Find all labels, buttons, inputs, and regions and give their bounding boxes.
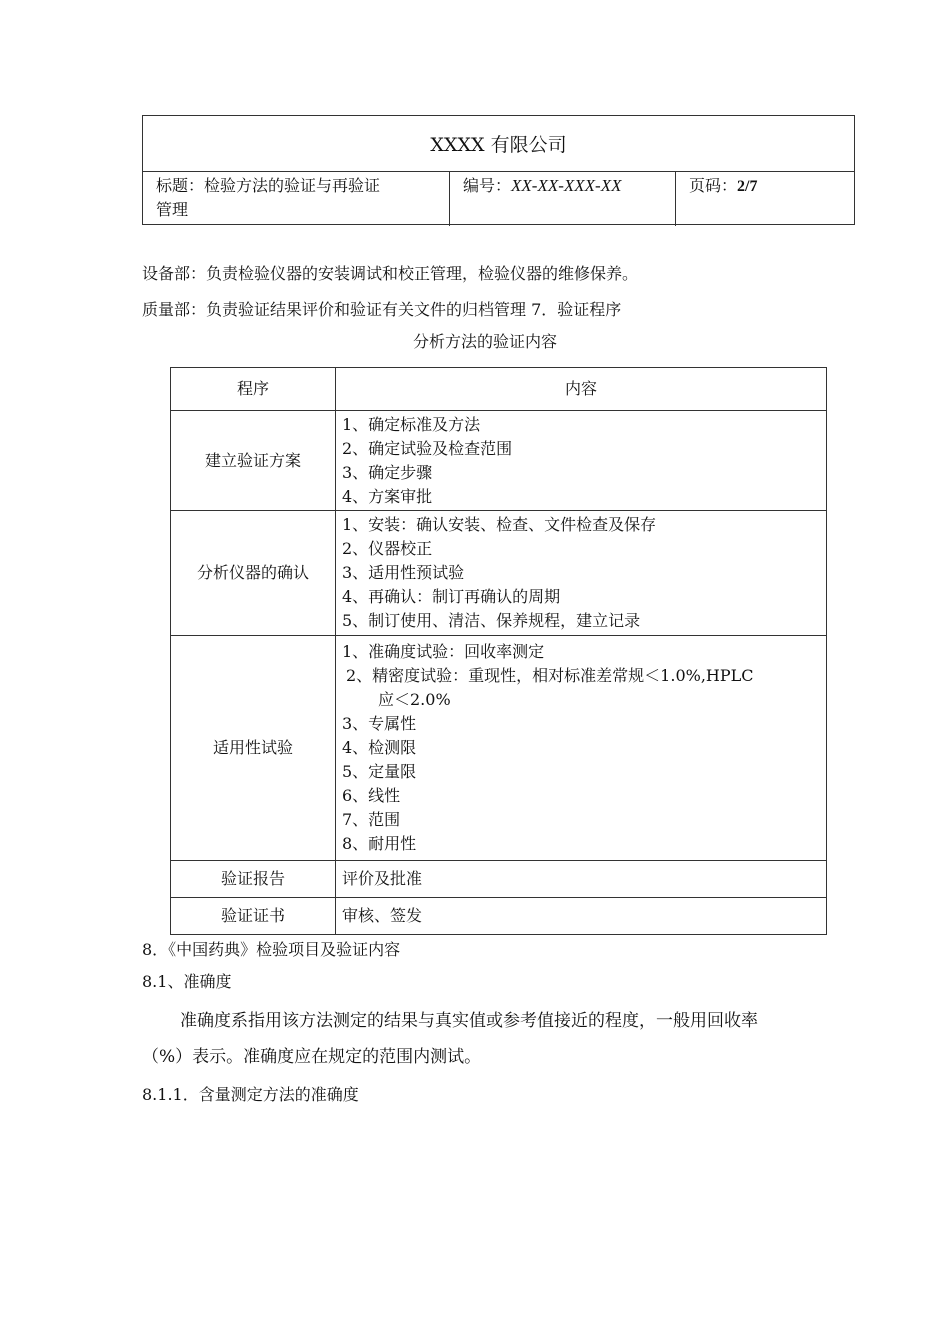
list-item: 2、仪器校正	[342, 539, 433, 558]
list-item: 7、范围	[342, 810, 401, 829]
table-row	[171, 511, 827, 636]
table-row	[171, 898, 827, 935]
step-cell: 验证报告	[171, 861, 336, 898]
content-cell	[336, 411, 827, 511]
document-header	[142, 115, 855, 225]
paragraph-quality-dept: 质量部：负责验证结果评价和验证有关文件的归档管理 7．验证程序	[142, 300, 622, 319]
list-item: 1、确定标准及方法	[342, 414, 481, 434]
header-title-cont: 管理	[156, 200, 189, 219]
subsection-heading: 8.1.1．含量测定方法的准确度	[142, 1085, 359, 1104]
code-label: 编号：	[463, 176, 512, 195]
page-value: 2/7	[737, 178, 758, 195]
list-item: 1、准确度试验：回收率测定	[342, 642, 545, 661]
list-item: 5、制订使用、清洁、保养规程，建立记录	[342, 611, 641, 630]
subsection-heading: 8.1、准确度	[142, 972, 232, 991]
list-item: 应＜2.0%	[378, 690, 451, 709]
list-item: 6、线性	[342, 786, 401, 805]
list-item: 3、确定步骤	[342, 462, 433, 482]
list-item: 5、定量限	[342, 762, 417, 781]
list-item: 8、耐用性	[342, 834, 417, 853]
table-row	[171, 861, 827, 898]
validation-table	[170, 367, 827, 935]
content-cell: 评价及批准	[336, 861, 827, 898]
content-cell	[336, 636, 827, 861]
table-row	[171, 636, 827, 861]
step-cell: 建立验证方案	[171, 411, 336, 511]
paragraph-equipment-dept: 设备部：负责检验仪器的安装调试和校正管理，检验仪器的维修保养。	[142, 264, 639, 283]
header-col-step: 程序	[171, 368, 336, 411]
body-text: （%）表示。准确度应在规定的范围内测试。	[142, 1047, 482, 1067]
list-item: 2、确定试验及检查范围	[342, 438, 513, 458]
header-col-content: 内容	[336, 368, 827, 411]
step-cell: 验证证书	[171, 898, 336, 935]
table-header-row	[171, 368, 827, 411]
company-name: XXXX 有限公司	[143, 116, 854, 172]
step-cell: 适用性试验	[171, 636, 336, 861]
header-page-cell	[676, 172, 856, 226]
section-heading: 8．《中国药典》检验项目及验证内容	[142, 940, 401, 959]
body-text: 准确度系指用该方法测定的结果与真实值或参考值接近的程度，一般用回收率	[180, 1011, 758, 1031]
header-title: 标题：检验方法的验证与再验证	[156, 176, 381, 195]
table-caption: 分析方法的验证内容	[413, 332, 558, 351]
header-title-cell	[143, 172, 450, 226]
step-cell: 分析仪器的确认	[171, 511, 336, 636]
header-code-cell	[450, 172, 676, 226]
code-value: XX-XX-XXX-XX	[511, 176, 622, 195]
list-item: 4、检测限	[342, 738, 417, 757]
table-row	[171, 411, 827, 511]
content-cell: 审核、签发	[336, 898, 827, 935]
content-cell	[336, 511, 827, 636]
list-item: 3、专属性	[342, 714, 417, 733]
list-item: 3、适用性预试验	[342, 563, 465, 582]
list-item: 4、再确认：制订再确认的周期	[342, 587, 561, 606]
list-item: 2、精密度试验：重现性，相对标准差常规＜1.0%,HPLC	[346, 666, 754, 685]
list-item: 4、方案审批	[342, 486, 433, 506]
page-label: 页码：	[689, 176, 738, 195]
list-item: 1、安装：确认安装、检查、文件检查及保存	[342, 515, 657, 534]
